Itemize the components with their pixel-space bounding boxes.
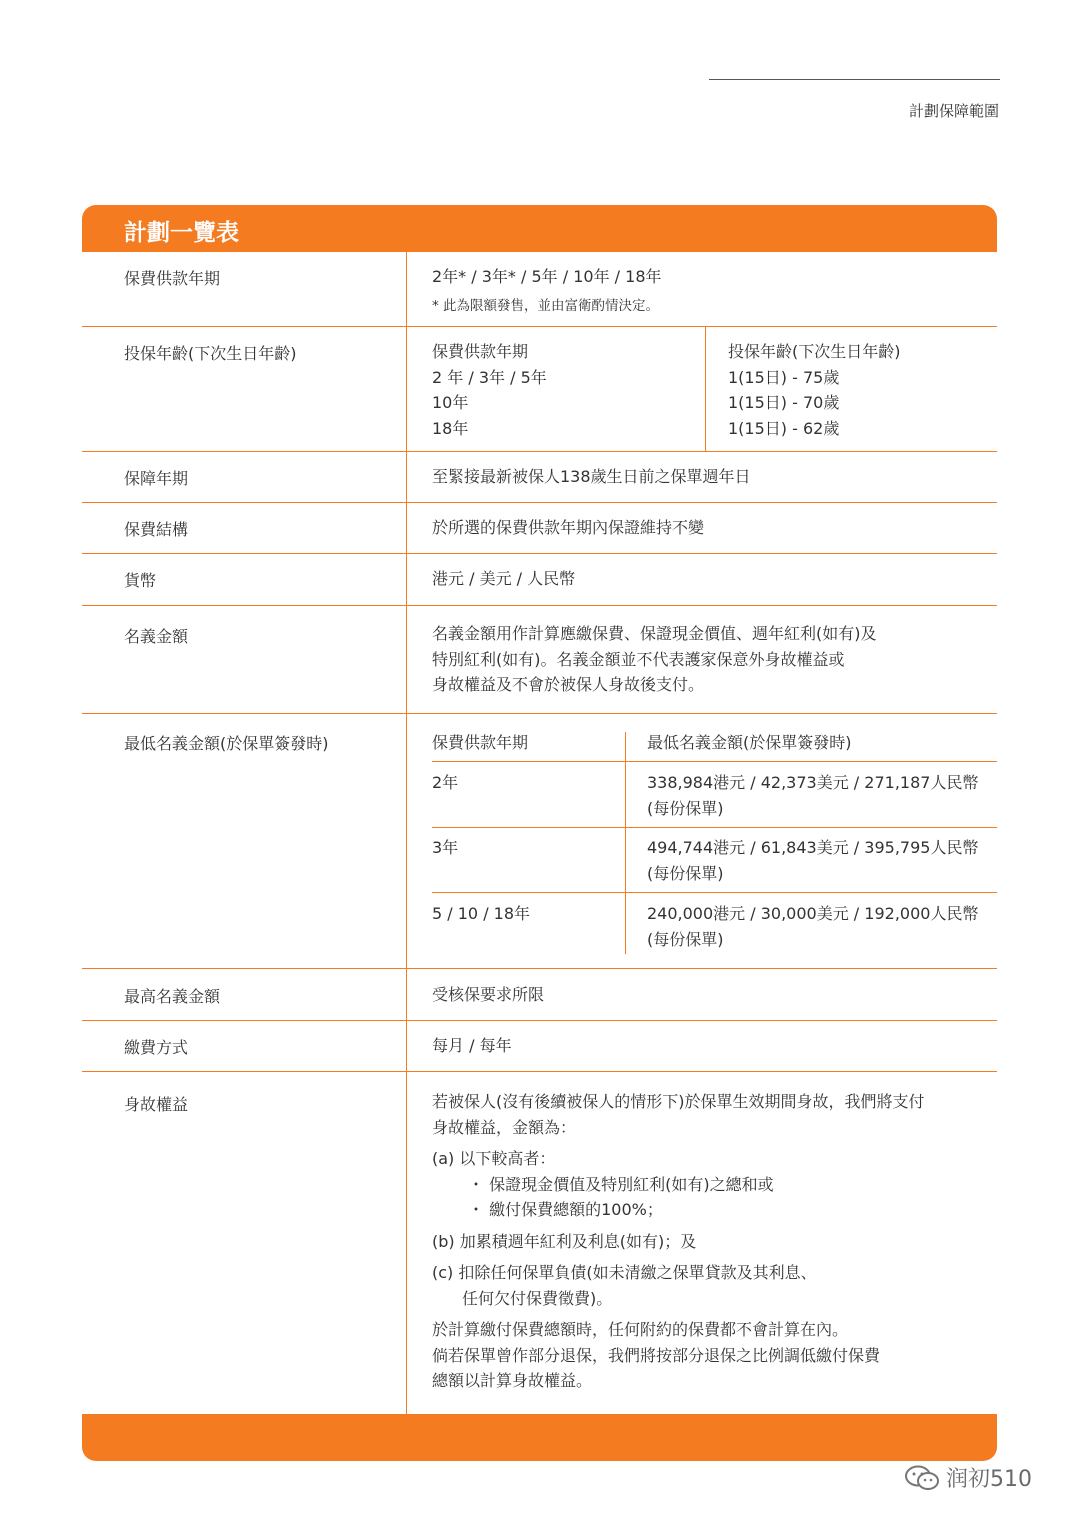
table-title: 計劃一覽表 <box>124 220 239 246</box>
label-notional: 名義金額 <box>124 627 189 646</box>
label-premium-structure: 保費結構 <box>124 520 189 539</box>
death-intro-line: 若被保人(沒有後續被保人的情形下)於保單生效期間身故，我們將支付 <box>432 1092 925 1111</box>
death-outro-line: 總額以計算身故權益。 <box>432 1371 593 1390</box>
min-notional-term: 5 / 10 / 18年 <box>432 904 531 923</box>
min-notional-col1-header: 保費供款年期 <box>432 733 529 752</box>
row-separator <box>82 553 997 554</box>
premium-term-value: 2年* / 3年* / 5年 / 10年 / 18年 <box>432 267 662 286</box>
min-notional-amount <box>647 835 978 886</box>
issue-age-value: 1(15日) - 70歲 <box>728 393 840 412</box>
issue-age-term: 2 年 / 3年 / 5年 <box>432 367 547 387</box>
death-bullet: ・ 保證現金價值及特別紅利(如有)之總和或 <box>468 1174 774 1194</box>
death-bullet: ・ 繳付保費總額的100%； <box>468 1200 663 1219</box>
column-divider <box>406 252 407 1414</box>
notional-line: 特別紅利(如有)。名義金額並不代表護家保意外身故權益或 <box>432 649 845 669</box>
row-separator <box>82 1020 997 1021</box>
premium-structure-value: 於所選的保費供款年期內保證維持不變 <box>432 518 705 537</box>
issue-age-col1-header: 保費供款年期 <box>432 342 529 361</box>
row-separator <box>82 968 997 969</box>
death-item-c: (c) 扣除任何保單負債(如未清繳之保單貸款及其利息、 <box>432 1263 817 1282</box>
currency-value: 港元 / 美元 / 人民幣 <box>432 569 576 588</box>
death-intro-line: 身故權益，金額為： <box>432 1117 577 1137</box>
min-notional-amount <box>647 901 978 952</box>
death-outro-line: 倘若保單曾作部分退保，我們將按部分退保之比例調低繳付保費 <box>432 1345 881 1365</box>
issue-age-value: 1(15日) - 75歲 <box>728 367 840 387</box>
min-notional-row-line <box>432 761 997 762</box>
premium-term-cell <box>432 264 662 319</box>
row-separator <box>82 713 997 714</box>
death-benefit-value <box>432 1089 997 1394</box>
issue-age-term: 10年 <box>432 393 469 412</box>
label-benefit-term: 保障年期 <box>124 469 189 488</box>
min-notional-row-line <box>432 827 997 828</box>
min-notional-col-divider <box>625 732 626 954</box>
issue-age-value: 1(15日) - 62歲 <box>728 418 840 438</box>
wechat-icon <box>904 1464 940 1492</box>
row-separator <box>82 451 997 452</box>
label-payment-mode: 繳費方式 <box>124 1038 189 1057</box>
issue-age-term: 18年 <box>432 418 469 438</box>
payment-mode-value: 每月 / 每年 <box>432 1036 512 1055</box>
min-notional-term: 3年 <box>432 838 459 857</box>
row-separator <box>82 605 997 606</box>
benefit-term-value: 至緊接最新被保人138歲生日前之保單週年日 <box>432 467 751 486</box>
watermark-text: 润初510 <box>946 1467 1032 1492</box>
label-issue-age: 投保年齡(下次生日年齡) <box>124 344 297 363</box>
premium-term-note: * 此為限額發售，並由富衛酌情決定。 <box>432 297 660 314</box>
max-notional-value: 受核保要求所限 <box>432 985 545 1004</box>
death-outro-line: 於計算繳付保費總額時，任何附約的保費都不會計算在內。 <box>432 1320 849 1339</box>
notional-value <box>432 621 877 698</box>
min-notional-row-line <box>432 892 997 893</box>
min-notional-per: (每份保單) <box>647 929 724 949</box>
death-item-c-cont: 任何欠付保費徵費)。 <box>462 1288 613 1308</box>
notional-line: 名義金額用作計算應繳保費、保證現金價值、週年紅利(如有)及 <box>432 624 877 643</box>
min-notional-per: (每份保單) <box>647 863 724 883</box>
top-rule <box>709 79 1000 80</box>
issue-age-terms <box>432 339 547 441</box>
issue-age-col2-header: 投保年齡(下次生日年齡) <box>728 342 901 361</box>
min-notional-term: 2年 <box>432 773 459 792</box>
issue-age-divider <box>705 327 706 451</box>
death-item-a: (a) 以下較高者： <box>432 1149 556 1168</box>
row-separator <box>82 1071 997 1072</box>
death-item-b: (b) 加累積週年紅利及利息(如有)；及 <box>432 1231 697 1251</box>
min-notional-per: (每份保單) <box>647 798 724 818</box>
label-min-notional: 最低名義金額(於保單簽發時) <box>124 734 329 753</box>
label-currency: 貨幣 <box>124 571 157 590</box>
notional-line: 身故權益及不會於被保人身故後支付。 <box>432 675 705 694</box>
label-death-benefit: 身故權益 <box>124 1095 189 1114</box>
table-footer-bar <box>82 1414 997 1461</box>
section-label: 計劃保障範圍 <box>908 102 999 120</box>
row-separator <box>82 326 997 327</box>
label-max-notional: 最高名義金額 <box>124 987 221 1006</box>
min-notional-amount <box>647 770 978 821</box>
min-notional-amount-text: 494,744港元 / 61,843美元 / 395,795人民幣 <box>647 838 979 857</box>
issue-age-ages <box>728 339 901 441</box>
row-separator <box>82 502 997 503</box>
min-notional-amount-text: 240,000港元 / 30,000美元 / 192,000人民幣 <box>647 904 979 923</box>
watermark <box>904 1462 1032 1493</box>
min-notional-amount-text: 338,984港元 / 42,373美元 / 271,187人民幣 <box>647 773 979 792</box>
label-premium-term: 保費供款年期 <box>124 269 221 288</box>
table-header-bar <box>82 205 997 252</box>
min-notional-col2-header: 最低名義金額(於保單簽發時) <box>647 733 852 752</box>
